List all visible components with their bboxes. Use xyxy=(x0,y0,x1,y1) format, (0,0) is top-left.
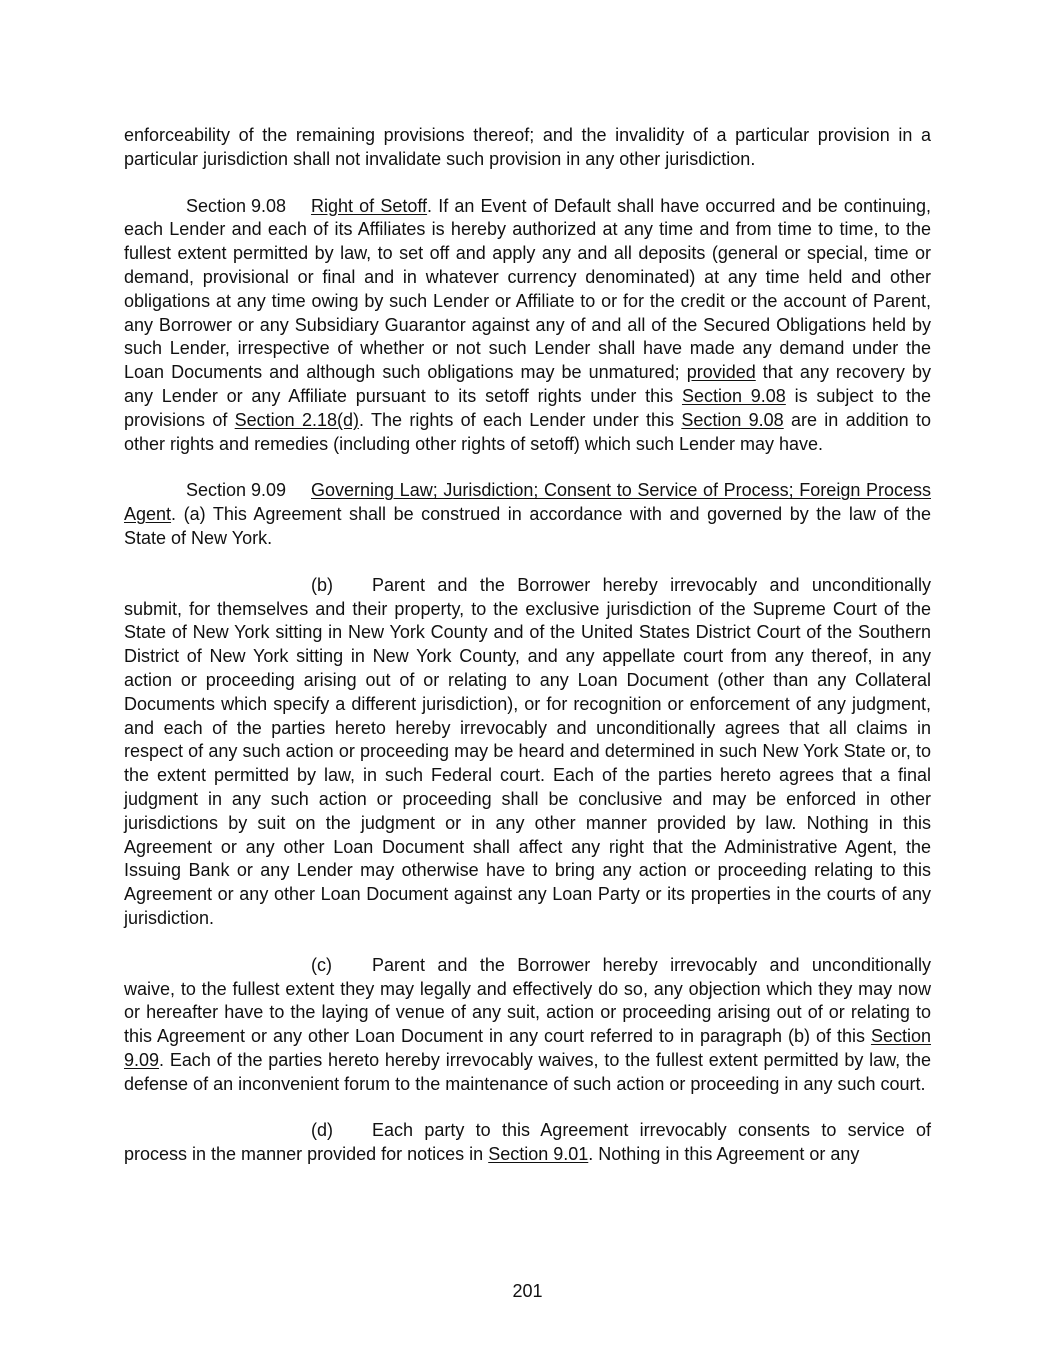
provided-term: provided xyxy=(686,362,756,383)
subsection-b-label: (b) xyxy=(311,574,333,595)
subsection-c-text-1: Parent and the Borrower hereby irrevocably and unconditionally waive, to the fullest extent they may legally and effectively do so, any objection which they may now or hereafter have to the laying of venue of any suit, action or proceeding arising out of or relating to this Agreement or any other Loan Document in any court referred to in paragraph (b) of this xyxy=(124,954,931,1047)
subsection-d xyxy=(124,1119,931,1167)
subsection-b-text: Parent and the Borrower hereby irrevocably and unconditionally submit, for themselves and their property, to the exclusive jurisdiction of the Supreme Court of the State of New York sitting in New York County and of the United States District Court of the Southern District of New York sitting in New York County, and any appellate court from any thereof, in any action or proceeding arising out of or relating to any Loan Document (other than any Collateral Documents which specify a different jurisdiction), or for recognition or enforcement of any judgment, and each of the parties hereto hereby irrevocably and unconditionally agrees that all claims in respect of any such action or proceeding may be heard and determined in such New York State or, to the extent permitted by law, in such Federal court. Each of the parties hereto agrees that a final judgment in any such action or proceeding shall be conclusive and may be enforced in other jurisdictions by suit on the judgment or in any other manner provided by law. Nothing in this Agreement or any other Loan Document shall affect any right that the Administrative Agent, the Issuing Bank or any Lender may otherwise have to bring any action or proceeding relating to this Agreement or any other Loan Document against any Loan Party or its properties in the courts of any jurisdiction. xyxy=(124,574,931,928)
section-9-09-text: . (a) This Agreement shall be construed in accordance with and governed by the law of the State of New York. xyxy=(124,504,931,548)
section-9-09-title: Governing Law; Jurisdiction; Consent to Service of Process; Foreign Process Agent xyxy=(124,480,931,525)
subsection-b xyxy=(124,574,931,931)
section-9-08-ref-2: Section 9.08 xyxy=(681,409,784,430)
section-9-09 xyxy=(124,479,931,550)
subsection-c xyxy=(124,954,931,1097)
subsection-d-label: (d) xyxy=(311,1120,333,1141)
section-9-08-text-3: is subject to the provisions of xyxy=(124,385,932,430)
section-9-08 xyxy=(124,195,931,457)
section-9-08-text-1: . If an Event of Default shall have occurred and be continuing, each Lender and each of its Affiliates is hereby authorized at any time and from time to time, to the fullest extent permitted by law, to set off and apply any and all deposits (general or special, time or demand, provisional or final and in whatever currency denominated) at any time held and other obligations at any time owing by such Lender or Affiliate to or for the credit or the account of Parent, any Borrower or any Subsidiary Guarantor against any of and all of the Secured Obligations held by such Lender, irrespective of whether or not such Lender shall have made any demand under the Loan Documents and although such obligations may be unmatured; xyxy=(124,195,931,383)
section-9-08-ref-1: Section 9.08 xyxy=(681,385,786,406)
paragraph-continuation xyxy=(124,124,931,172)
continuation-text: enforceability of the remaining provisions thereof; and the invalidity of a particular provision in a particular jurisdiction shall not invalidate such provision in any other jurisdiction. xyxy=(124,125,931,169)
section-9-08-text-5: are in addition to other rights and remedies (including other rights of setoff) which such Lender may have. xyxy=(124,409,931,454)
section-9-09-ref: Section 9.09 xyxy=(124,1026,931,1070)
section-9-08-text-2: that any recovery by any Lender or any Affiliate pursuant to its setoff rights under this xyxy=(124,362,931,406)
subsection-c-label: (c) xyxy=(311,954,332,975)
section-2-18-d-ref: Section 2.18(d) xyxy=(234,409,360,430)
section-9-08-title: Right of Setoff xyxy=(311,195,428,216)
section-9-08-label: Section 9.08 xyxy=(186,195,287,216)
subsection-c-text-2: . Each of the parties hereto hereby irrevocably waives, to the fullest extent permitted by law, the defense of an inconvenient forum to the maintenance of such action or proceeding in any such court. xyxy=(124,1049,931,1094)
page-body xyxy=(124,124,931,1190)
section-9-09-label: Section 9.09 xyxy=(186,480,287,501)
subsection-d-text-2: . Nothing in this Agreement or any xyxy=(588,1144,860,1165)
section-9-01-ref: Section 9.01 xyxy=(488,1144,589,1165)
page-number: 201 xyxy=(512,1281,543,1301)
subsection-d-text-1: Each party to this Agreement irrevocably consents to service of process in the manner provided for notices in xyxy=(124,1120,931,1165)
section-9-08-text-4: . The rights of each Lender under this xyxy=(359,409,682,430)
